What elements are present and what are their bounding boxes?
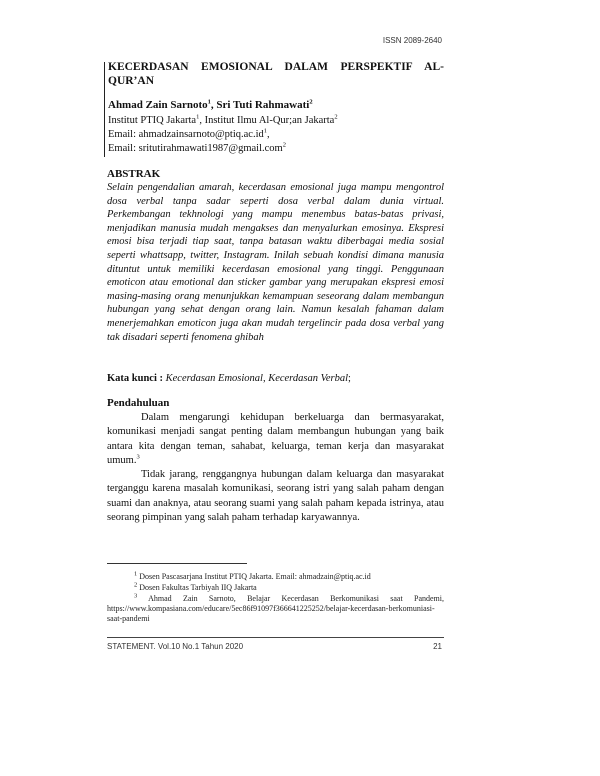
footnote-number: 1: [134, 570, 138, 578]
email-text: Email: sritutirahmawati1987@gmail.com: [108, 143, 283, 154]
footnote-number: 3: [134, 592, 138, 600]
footnote-number: 2: [134, 581, 138, 589]
article-title-line1: KECERDASAN EMOSIONAL DALAM PERSPEKTIF AL-: [108, 61, 444, 73]
keywords-label: Kata kunci :: [107, 373, 164, 384]
keywords-line: [107, 373, 351, 384]
keywords-value: Kecerdasan Emosional, Kecerdasan Verbal: [165, 373, 349, 384]
email-text: Email: ahmadzainsarnoto@ptiq.ac.id: [108, 129, 264, 140]
footnote-text[interactable]: Ahmad Zain Sarnoto, Belajar Kecerdasan Berkomunikasi saat Pandemi, https://www.kompasiana.com/educare/5ec86f91097f366641225252/belajar-kecerdasan-berkomuniasi-saat-pandemi: [107, 594, 444, 624]
footnote: [107, 583, 444, 593]
journal-footer: STATEMENT. Vol.10 No.1 Tahun 2020: [107, 642, 244, 651]
abstract-heading: ABSTRAK: [107, 168, 161, 180]
email-line: [108, 128, 270, 142]
paragraph-text: Dalam mengarungi kehidupan berkeluarga dan bermasyarakat, komunikasi menjadi sangat penting dalam membangun hubungan yang baik antara kita dengan teman, sahabat, keluarga, teman kerja dan masyarakat umum.: [107, 412, 444, 466]
abstract-body: Selain pengendalian amarah, kecerdasan emosional juga mampu mengontrol dosa verbal tanpa sadar seperti dosa verbal dalam dunia virtual. Perkembangan tekhnologi yang mampu menembus batas-batas privasi, menjadikan manusia mudah mengakses dan menyalurkan emosinya. Ekspresi emosi bisa terjadi tiap saat, tanpa batasan waktu diberbagai media sosial seperti whattsapp, twitter, Instagram. Inilah sebuah kondisi dimana manusia dituntut untuk memiliki kecerdasan emosional yang tinggi. Penggunaan emoticon atau emotional dan sticker gambar yang merupakan ekspresi emosi masing-masing orang menunjukkan kemampuan seseorang dalam membangun hubungan yang sehat dengan orang lain. Namun kesalah fahaman dalam menerjemahkan emoticon juga akan mudah tergelincir pada dosa verbal yang tak disadari seperti fenomena ghibah: [107, 182, 444, 343]
paragraph: [107, 411, 444, 468]
footer-rule: [107, 637, 444, 638]
paragraph: Tidak jarang, renggangnya hubungan dalam keluarga dan masyarakat terganggu karena masalah komunikasi, seorang istri yang salah paham dengan suami dan anaknya, atau seorang suami yang salah paham kepada istrinya, atau seorang pimpinan yang salah paham terhadap karyawannya.: [107, 469, 444, 523]
affiliation-sup: 2: [334, 113, 338, 121]
affiliation-text: Institut PTIQ Jakarta: [108, 115, 197, 126]
footnote-rule: [107, 563, 247, 564]
affiliation-line: [108, 114, 338, 128]
footnote: [107, 572, 444, 582]
footnote-text: Dosen Fakultas Tarbiyah IIQ Jakarta: [139, 583, 257, 592]
author-name: Sri Tuti Rahmawati: [216, 99, 310, 111]
page-number: 21: [433, 642, 442, 651]
footnote: [107, 594, 444, 625]
affiliation-text: , Institut Ilmu Al-Qur;an Jakarta: [199, 115, 335, 126]
email-sup: 1: [263, 127, 267, 135]
email-sup: 2: [282, 141, 286, 149]
footnote-ref[interactable]: 3: [136, 453, 140, 461]
author-name: Ahmad Zain Sarnoto: [108, 99, 208, 111]
affiliation-sup: 1: [196, 113, 200, 121]
keywords-suffix: ;: [348, 373, 351, 384]
email-line: [108, 142, 286, 156]
author-list: [108, 99, 313, 111]
title-margin-rule: [104, 62, 105, 157]
article-title-line2: QUR’AN: [108, 75, 154, 87]
section-heading-pendahuluan: Pendahuluan: [107, 397, 170, 409]
footnote-text: Dosen Pascasarjana Institut PTIQ Jakarta. Email: ahmadzain@ptiq.ac.id: [139, 572, 371, 581]
email-text: ,: [267, 129, 270, 140]
author-sup: 2: [309, 98, 313, 106]
issn-label: ISSN 2089-2640: [382, 36, 442, 45]
author-sup: 1: [207, 98, 211, 106]
author-separator: ,: [210, 99, 217, 111]
